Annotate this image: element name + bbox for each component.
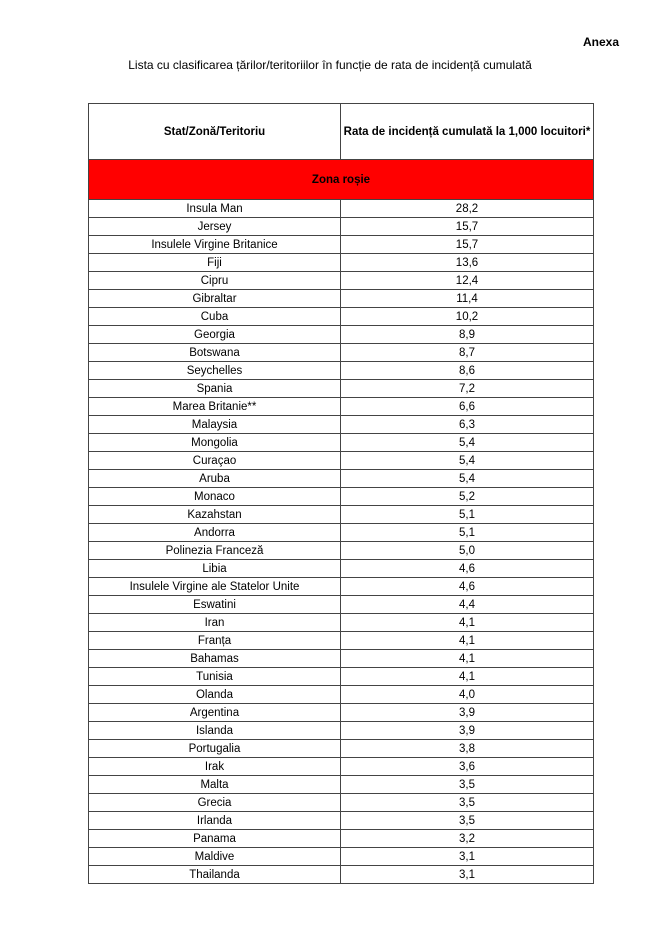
incidence-rate-cell: 3,1	[341, 848, 594, 866]
incidence-rate-cell: 4,4	[341, 596, 594, 614]
country-cell: Andorra	[89, 524, 341, 542]
incidence-rate-cell: 5,1	[341, 524, 594, 542]
country-cell: Portugalia	[89, 740, 341, 758]
country-cell: Insulele Virgine ale Statelor Unite	[89, 578, 341, 596]
table-row	[89, 200, 594, 218]
incidence-rate-cell: 5,1	[341, 506, 594, 524]
incidence-rate-cell: 5,4	[341, 452, 594, 470]
incidence-rate-cell: 3,9	[341, 722, 594, 740]
table-row	[89, 362, 594, 380]
country-cell: Kazahstan	[89, 506, 341, 524]
table-row	[89, 398, 594, 416]
table-row	[89, 740, 594, 758]
table-row	[89, 578, 594, 596]
table-row	[89, 380, 594, 398]
table-row	[89, 470, 594, 488]
table-row	[89, 290, 594, 308]
country-cell: Aruba	[89, 470, 341, 488]
table-row	[89, 506, 594, 524]
incidence-rate-cell: 6,6	[341, 398, 594, 416]
incidence-rate-cell: 5,4	[341, 470, 594, 488]
country-cell: Franța	[89, 632, 341, 650]
table-row	[89, 344, 594, 362]
incidence-rate-cell: 8,6	[341, 362, 594, 380]
incidence-rate-cell: 11,4	[341, 290, 594, 308]
table-row	[89, 668, 594, 686]
incidence-rate-cell: 4,6	[341, 578, 594, 596]
classification-table-container	[88, 103, 593, 884]
country-cell: Islanda	[89, 722, 341, 740]
incidence-rate-cell: 3,8	[341, 740, 594, 758]
table-row	[89, 272, 594, 290]
incidence-rate-cell: 3,1	[341, 866, 594, 884]
country-cell: Maldive	[89, 848, 341, 866]
incidence-rate-cell: 13,6	[341, 254, 594, 272]
country-cell: Cipru	[89, 272, 341, 290]
incidence-rate-cell: 3,9	[341, 704, 594, 722]
table-row	[89, 326, 594, 344]
annex-label: Anexa	[582, 35, 619, 49]
incidence-rate-cell: 5,4	[341, 434, 594, 452]
table-row	[89, 596, 594, 614]
country-cell: Bahamas	[89, 650, 341, 668]
table-row	[89, 776, 594, 794]
table-body	[89, 160, 594, 884]
country-cell: Fiji	[89, 254, 341, 272]
incidence-rate-cell: 28,2	[341, 200, 594, 218]
table-row	[89, 452, 594, 470]
column-header-country: Stat/Zonă/Teritoriu	[89, 104, 341, 160]
table-row	[89, 848, 594, 866]
table-row	[89, 632, 594, 650]
table-row	[89, 686, 594, 704]
country-cell: Insulele Virgine Britanice	[89, 236, 341, 254]
incidence-rate-cell: 5,0	[341, 542, 594, 560]
table-row	[89, 830, 594, 848]
table-row	[89, 812, 594, 830]
incidence-rate-cell: 3,5	[341, 812, 594, 830]
table-row	[89, 254, 594, 272]
table-row	[89, 488, 594, 506]
country-cell: Libia	[89, 560, 341, 578]
incidence-rate-cell: 3,2	[341, 830, 594, 848]
incidence-rate-cell: 10,2	[341, 308, 594, 326]
country-cell: Iran	[89, 614, 341, 632]
incidence-rate-cell: 4,1	[341, 668, 594, 686]
country-cell: Argentina	[89, 704, 341, 722]
incidence-rate-cell: 4,1	[341, 632, 594, 650]
country-cell: Tunisia	[89, 668, 341, 686]
country-cell: Grecia	[89, 794, 341, 812]
classification-table	[88, 103, 594, 884]
country-cell: Cuba	[89, 308, 341, 326]
table-row	[89, 542, 594, 560]
country-cell: Panama	[89, 830, 341, 848]
country-cell: Insula Man	[89, 200, 341, 218]
country-cell: Eswatini	[89, 596, 341, 614]
table-row	[89, 704, 594, 722]
document-subtitle: Lista cu clasificarea țărilor/teritoriilor în funcție de rata de incidență cumulată	[128, 58, 532, 72]
incidence-rate-cell: 4,1	[341, 614, 594, 632]
table-row	[89, 560, 594, 578]
table-row	[89, 866, 594, 884]
country-cell: Georgia	[89, 326, 341, 344]
country-cell: Seychelles	[89, 362, 341, 380]
table-row	[89, 722, 594, 740]
incidence-rate-cell: 8,9	[341, 326, 594, 344]
country-cell: Marea Britanie**	[89, 398, 341, 416]
country-cell: Olanda	[89, 686, 341, 704]
table-row	[89, 650, 594, 668]
table-row	[89, 218, 594, 236]
country-cell: Polinezia Franceză	[89, 542, 341, 560]
table-row	[89, 794, 594, 812]
incidence-rate-cell: 8,7	[341, 344, 594, 362]
incidence-rate-cell: 6,3	[341, 416, 594, 434]
incidence-rate-cell: 3,5	[341, 776, 594, 794]
zone-label: Zona roșie	[89, 160, 594, 200]
table-row	[89, 758, 594, 776]
incidence-rate-cell: 7,2	[341, 380, 594, 398]
table-row	[89, 614, 594, 632]
country-cell: Gibraltar	[89, 290, 341, 308]
incidence-rate-cell: 5,2	[341, 488, 594, 506]
table-row	[89, 434, 594, 452]
country-cell: Mongolia	[89, 434, 341, 452]
country-cell: Spania	[89, 380, 341, 398]
incidence-rate-cell: 15,7	[341, 218, 594, 236]
incidence-rate-cell: 4,1	[341, 650, 594, 668]
country-cell: Curaçao	[89, 452, 341, 470]
country-cell: Thailanda	[89, 866, 341, 884]
country-cell: Jersey	[89, 218, 341, 236]
zone-row-red	[89, 160, 594, 200]
table-row	[89, 236, 594, 254]
table-row	[89, 308, 594, 326]
incidence-rate-cell: 3,5	[341, 794, 594, 812]
country-cell: Malaysia	[89, 416, 341, 434]
table-row	[89, 524, 594, 542]
country-cell: Botswana	[89, 344, 341, 362]
table-row	[89, 416, 594, 434]
incidence-rate-cell: 12,4	[341, 272, 594, 290]
column-header-incidence-rate: Rata de incidență cumulată la 1,000 locuitori*	[341, 104, 594, 160]
incidence-rate-cell: 15,7	[341, 236, 594, 254]
table-header-row	[89, 104, 594, 160]
country-cell: Irlanda	[89, 812, 341, 830]
incidence-rate-cell: 4,6	[341, 560, 594, 578]
incidence-rate-cell: 3,6	[341, 758, 594, 776]
country-cell: Irak	[89, 758, 341, 776]
country-cell: Monaco	[89, 488, 341, 506]
incidence-rate-cell: 4,0	[341, 686, 594, 704]
country-cell: Malta	[89, 776, 341, 794]
